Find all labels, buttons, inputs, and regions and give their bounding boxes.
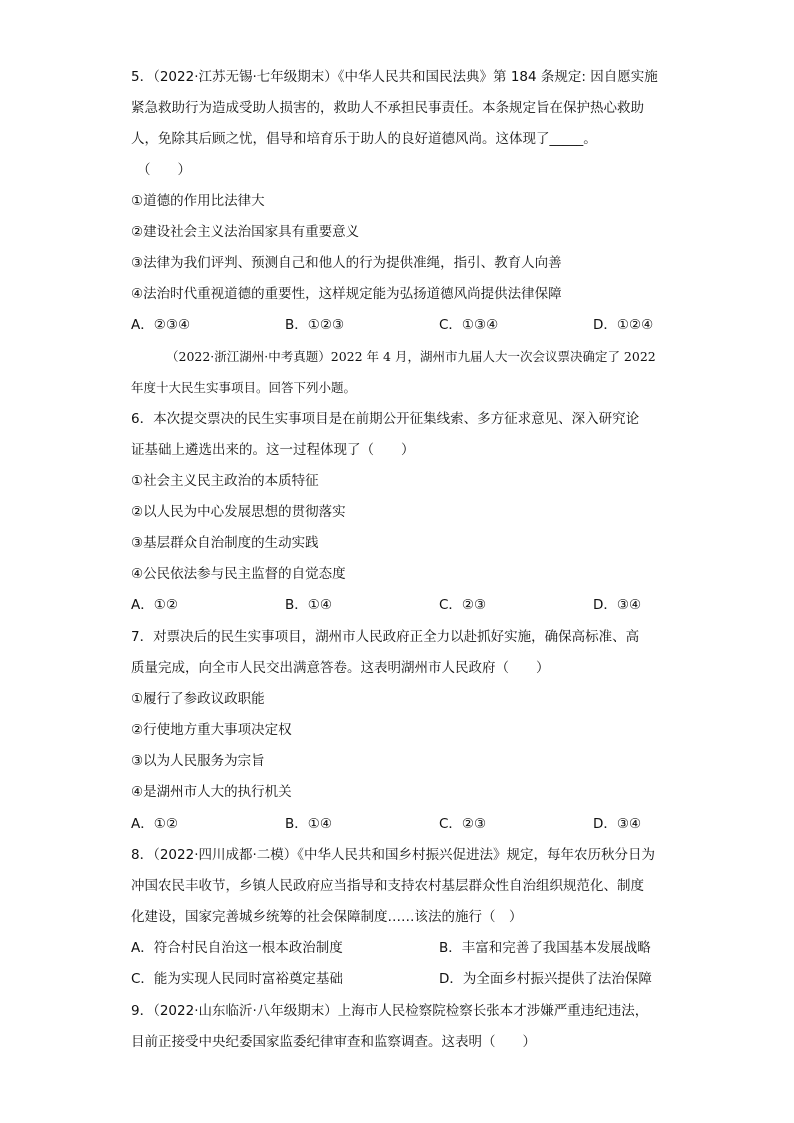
q9-stem-line: 9．（2022·山东临沂·八年级期末）上海市人民检察院检察长张本才涉嫌严重违纪违法，	[131, 1003, 649, 1019]
q7-option-b: B．①④	[285, 816, 332, 832]
q9-stem-line: 目前正接受中央纪委国家监委纪律审查和监察调查。这表明（ ）	[131, 1034, 536, 1050]
q8-option-d: D．为全面乡村振兴提供了法治保障	[439, 971, 652, 987]
q6-item: ①社会主义民主政治的本质特征	[131, 473, 319, 489]
q7-item: ③以为人民服务为宗旨	[131, 753, 265, 769]
q5-stem-line: 紧急救助行为造成受助人损害的，救助人不承担民事责任。本条规定旨在保护热心救助	[131, 100, 644, 116]
q7-option-a: A．①②	[131, 816, 178, 832]
q6-item: ④公民依法参与民主监督的自觉态度	[131, 566, 346, 582]
q6-stem-line: 6．本次提交票决的民生实事项目是在前期公开征集线索、多方征求意见、深入研究论	[131, 411, 640, 427]
q7-option-c: C．②③	[439, 816, 487, 832]
q5-item: ④法治时代重视道德的重要性，这样规定能为弘扬道德风尚提供法律保障	[131, 286, 562, 302]
q6-item: ③基层群众自治制度的生动实践	[131, 535, 319, 551]
q7-stem-line: 质量完成，向全市人民交出满意答卷。这表明湖州市人民政府（ ）	[131, 660, 550, 676]
q8-option-b: B．丰富和完善了我国基本发展战略	[439, 940, 651, 956]
q5-stem-line: 人，免除其后顾之忧，倡导和培育乐于助人的良好道德风尚。这体现了_____。	[131, 131, 597, 147]
q6-option-c: C．②③	[439, 597, 487, 613]
q6-item: ②以人民为中心发展思想的贯彻落实	[131, 504, 346, 520]
q8-stem-line: 化建设，国家完善城乡统筹的社会保障制度……该法的施行（ ）	[131, 909, 523, 925]
group-intro-line: （2022·浙江湖州·中考真题）2022 年 4 月，湖州市九届人大一次会议票决确定了 2022	[166, 349, 656, 364]
q6-option-a: A．①②	[131, 597, 178, 613]
q8-stem-line: 8．（2022·四川成都·二模）《中华人民共和国乡村振兴促进法》规定，每年农历秋分日为	[131, 847, 656, 863]
q5-stem-line: 5．（2022·江苏无锡·七年级期末）《中华人民共和国民法典》第 184 条规定: 因自愿实施	[131, 69, 658, 85]
q5-item: ①道德的作用比法律大	[131, 193, 265, 209]
q5-answer-blank: （ ）	[137, 162, 191, 178]
q7-item: ①履行了参政议政职能	[131, 691, 265, 707]
q7-option-d: D．③④	[593, 816, 642, 832]
q7-item: ④是湖州市人大的执行机关	[131, 784, 292, 800]
q7-stem-line: 7．对票决后的民生实事项目，湖州市人民政府正全力以赴抓好实施，确保高标准、高	[131, 629, 640, 645]
q6-option-b: B．①④	[285, 597, 332, 613]
q5-option-d: D．①②④	[593, 317, 654, 333]
q5-option-c: C．①③④	[439, 317, 499, 333]
q5-option-a: A．②③④	[131, 317, 191, 333]
q5-item: ②建设社会主义法治国家具有重要意义	[131, 224, 360, 240]
q7-item: ②行使地方重大事项决定权	[131, 722, 292, 738]
group-intro-line: 年度十大民生实事项目。回答下列小题。	[131, 380, 357, 395]
q8-option-a: A．符合村民自治这一根本政治制度	[131, 940, 343, 956]
q8-stem-line: 冲国农民丰收节，乡镇人民政府应当指导和支持农村基层群众性自治组织规范化、制度	[131, 878, 644, 894]
q5-item: ③法律为我们评判、预测自己和他人的行为提供准绳，指引、教育人向善	[131, 255, 562, 271]
q6-option-d: D．③④	[593, 597, 642, 613]
q8-option-c: C．能为实现人民同时富裕奠定基础	[131, 971, 343, 987]
q6-stem-line: 证基础上遴选出来的。这一过程体现了（ ）	[131, 442, 415, 458]
q5-option-b: B．①②③	[285, 317, 345, 333]
